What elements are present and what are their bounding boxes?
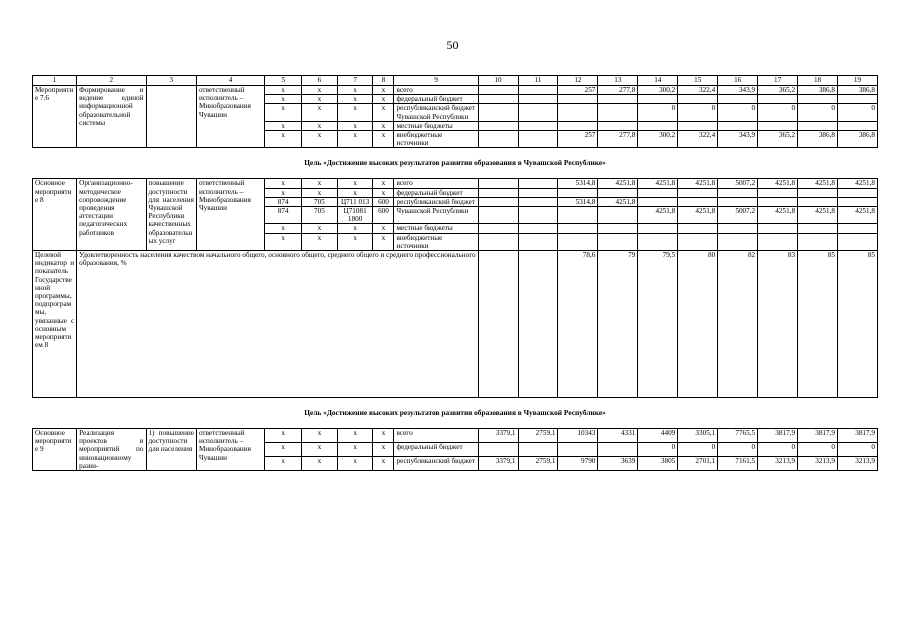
- budget-code: x: [373, 224, 394, 233]
- value-cell: [478, 179, 518, 188]
- value-cell: [718, 233, 758, 250]
- funding-source: всего: [394, 429, 478, 443]
- value-cell: 365,2: [758, 86, 798, 95]
- activity-title: Формирование и ведение единой информационной образовательной системы: [77, 86, 146, 148]
- value-cell: [518, 251, 558, 398]
- funding-source: всего: [394, 86, 478, 95]
- value-cell: 343,9: [718, 86, 758, 95]
- value-cell: [838, 197, 878, 206]
- value-cell: 79: [598, 251, 638, 398]
- budget-table: [32, 75, 878, 471]
- col-num: 11: [518, 76, 558, 86]
- value-cell: 4251,8: [638, 179, 678, 188]
- budget-code: x: [265, 121, 302, 130]
- budget-code: x: [337, 443, 373, 457]
- budget-code: 705: [302, 197, 338, 206]
- budget-code: x: [302, 131, 338, 148]
- value-cell: [798, 224, 838, 233]
- budget-code: x: [337, 233, 373, 250]
- funding-source: федеральный бюджет: [394, 188, 478, 197]
- col-num: 7: [337, 76, 373, 86]
- col-num: 4: [196, 76, 264, 86]
- budget-code: x: [302, 179, 338, 188]
- budget-code: x: [337, 104, 373, 121]
- value-cell: 4251,8: [838, 179, 878, 188]
- value-cell: [598, 443, 638, 457]
- budget-code: x: [265, 224, 302, 233]
- budget-code: x: [302, 233, 338, 250]
- budget-code: x: [265, 429, 302, 443]
- activity-name: Мероприятие 7.6: [33, 86, 77, 148]
- value-cell: [478, 233, 518, 250]
- value-cell: 3305,1: [678, 429, 718, 443]
- activity-name: Основное мероприятие 9: [33, 429, 77, 471]
- col-num: 10: [478, 76, 518, 86]
- value-cell: [598, 207, 638, 224]
- budget-code: x: [373, 121, 394, 130]
- funding-source: местные бюджеты: [394, 121, 478, 130]
- value-cell: 4251,8: [798, 207, 838, 224]
- value-cell: [598, 224, 638, 233]
- budget-code: x: [265, 179, 302, 188]
- budget-code: x: [337, 121, 373, 130]
- activity-task: повышение доступности для населения Чувашской Республики качественных образовательных услуг: [146, 179, 196, 251]
- budget-code: 874: [265, 207, 302, 224]
- budget-code: x: [265, 188, 302, 197]
- col-num: 3: [146, 76, 196, 86]
- budget-code: x: [337, 86, 373, 95]
- value-cell: 0: [678, 104, 718, 121]
- activity-title: Организационно-методическое сопровождение проведения аттестации педагогических работников: [77, 179, 146, 251]
- value-cell: [518, 179, 558, 188]
- budget-code: x: [373, 429, 394, 443]
- col-num: 14: [638, 76, 678, 86]
- value-cell: [678, 188, 718, 197]
- value-cell: 4251,8: [678, 179, 718, 188]
- value-cell: [798, 197, 838, 206]
- value-cell: 343,9: [718, 131, 758, 148]
- value-cell: 83: [758, 251, 798, 398]
- value-cell: 257: [558, 86, 598, 95]
- value-cell: [678, 224, 718, 233]
- col-num: 2: [77, 76, 146, 86]
- value-cell: 4331: [598, 429, 638, 443]
- value-cell: 10343: [558, 429, 598, 443]
- budget-code: x: [337, 131, 373, 148]
- value-cell: [518, 207, 558, 224]
- value-cell: 0: [838, 104, 878, 121]
- budget-code: x: [373, 188, 394, 197]
- value-cell: 3817,9: [838, 429, 878, 443]
- value-cell: [518, 188, 558, 197]
- activity-task: 1) повышение доступности для населения: [146, 429, 196, 471]
- value-cell: 0: [638, 443, 678, 457]
- funding-source: внебюджетные источники: [394, 131, 478, 148]
- budget-code: x: [302, 104, 338, 121]
- value-cell: 0: [798, 443, 838, 457]
- col-num: 1: [33, 76, 77, 86]
- goal-row: [33, 148, 878, 179]
- value-cell: 7765,5: [718, 429, 758, 443]
- budget-code: x: [337, 457, 373, 471]
- value-cell: [638, 224, 678, 233]
- budget-code: x: [265, 131, 302, 148]
- budget-code: Ц71081 1800: [337, 207, 373, 224]
- value-cell: [598, 188, 638, 197]
- funding-source: республиканский бюджет: [394, 457, 478, 471]
- value-cell: 4251,8: [798, 179, 838, 188]
- value-cell: [598, 121, 638, 130]
- value-cell: 3213,9: [798, 457, 838, 471]
- value-cell: [798, 188, 838, 197]
- funding-source: местные бюджеты: [394, 224, 478, 233]
- value-cell: 4251,8: [598, 197, 638, 206]
- col-num: 5: [265, 76, 302, 86]
- value-cell: [478, 188, 518, 197]
- value-cell: 0: [718, 104, 758, 121]
- value-cell: [518, 95, 558, 104]
- budget-code: x: [302, 121, 338, 130]
- value-cell: [758, 188, 798, 197]
- budget-code: x: [373, 95, 394, 104]
- value-cell: [598, 95, 638, 104]
- goal-row: [33, 398, 878, 429]
- budget-code: x: [337, 179, 373, 188]
- budget-code: 705: [302, 207, 338, 224]
- value-cell: [638, 188, 678, 197]
- col-num: 8: [373, 76, 394, 86]
- value-cell: 300,2: [638, 86, 678, 95]
- value-cell: [478, 207, 518, 224]
- value-cell: [758, 233, 798, 250]
- value-cell: 322,4: [678, 131, 718, 148]
- value-cell: [478, 95, 518, 104]
- value-cell: [678, 233, 718, 250]
- budget-code: x: [302, 188, 338, 197]
- funding-source: федеральный бюджет: [394, 443, 478, 457]
- budget-code: Ц711 013: [337, 197, 373, 206]
- value-cell: 386,8: [838, 131, 878, 148]
- value-cell: [558, 207, 598, 224]
- activity-responsible: ответственный исполнитель – Минобразования Чувашии: [196, 179, 264, 251]
- value-cell: 4251,8: [678, 207, 718, 224]
- value-cell: 4251,8: [638, 207, 678, 224]
- col-num: 16: [718, 76, 758, 86]
- value-cell: [478, 443, 518, 457]
- value-cell: 3379,1: [478, 457, 518, 471]
- value-cell: 300,2: [638, 131, 678, 148]
- value-cell: [558, 104, 598, 121]
- value-cell: [838, 188, 878, 197]
- value-cell: 277,8: [598, 131, 638, 148]
- value-cell: [638, 233, 678, 250]
- value-cell: [518, 224, 558, 233]
- indicator-row: [33, 251, 878, 398]
- value-cell: [598, 104, 638, 121]
- value-cell: [558, 188, 598, 197]
- budget-code: x: [302, 429, 338, 443]
- value-cell: 3817,9: [798, 429, 838, 443]
- budget-code: x: [373, 131, 394, 148]
- value-cell: [478, 104, 518, 121]
- value-cell: [638, 121, 678, 130]
- value-cell: 3639: [598, 457, 638, 471]
- funding-source: всего: [394, 179, 478, 188]
- value-cell: 257: [558, 131, 598, 148]
- value-cell: 3805: [638, 457, 678, 471]
- value-cell: 2759,1: [518, 429, 558, 443]
- budget-code: x: [302, 457, 338, 471]
- table-row: [33, 429, 878, 443]
- value-cell: 3213,9: [758, 457, 798, 471]
- budget-code: x: [265, 233, 302, 250]
- budget-code: x: [373, 457, 394, 471]
- value-cell: [758, 95, 798, 104]
- value-cell: [478, 131, 518, 148]
- value-cell: 322,4: [678, 86, 718, 95]
- activity-task: [146, 86, 196, 148]
- value-cell: [598, 233, 638, 250]
- value-cell: [718, 121, 758, 130]
- value-cell: 0: [758, 104, 798, 121]
- value-cell: 85: [798, 251, 838, 398]
- activity-responsible: ответственный исполнитель – Минобразования Чувашии: [196, 429, 264, 471]
- value-cell: 386,8: [798, 86, 838, 95]
- column-number-row: [33, 76, 878, 86]
- col-num: 18: [798, 76, 838, 86]
- value-cell: 78,6: [558, 251, 598, 398]
- budget-code: x: [337, 188, 373, 197]
- col-num: 13: [598, 76, 638, 86]
- value-cell: 79,5: [638, 251, 678, 398]
- col-num: 15: [678, 76, 718, 86]
- value-cell: [718, 95, 758, 104]
- value-cell: 4409: [638, 429, 678, 443]
- activity-title: Реализация проектов и мероприятий по инновационному разви-: [77, 429, 146, 471]
- value-cell: [798, 233, 838, 250]
- budget-code: 874: [265, 197, 302, 206]
- budget-code: 600: [373, 197, 394, 206]
- page-number: 50: [446, 38, 459, 52]
- col-num: 17: [758, 76, 798, 86]
- value-cell: [838, 95, 878, 104]
- value-cell: [558, 224, 598, 233]
- budget-code: x: [265, 443, 302, 457]
- value-cell: 386,8: [798, 131, 838, 148]
- indicator-label: Целевой индикатор и показатель Государственной программы, подпрограммы, увязанные с основным мероприятием 8: [33, 251, 77, 398]
- value-cell: 82: [718, 251, 758, 398]
- value-cell: 3379,1: [478, 429, 518, 443]
- budget-code: x: [337, 224, 373, 233]
- value-cell: [798, 95, 838, 104]
- value-cell: [558, 121, 598, 130]
- value-cell: [478, 121, 518, 130]
- budget-code: x: [337, 95, 373, 104]
- value-cell: 4251,8: [758, 207, 798, 224]
- value-cell: 85: [838, 251, 878, 398]
- value-cell: [678, 95, 718, 104]
- value-cell: [678, 197, 718, 206]
- col-num: 19: [838, 76, 878, 86]
- value-cell: [798, 121, 838, 130]
- table-row: [33, 86, 878, 95]
- budget-code: x: [302, 95, 338, 104]
- budget-code: x: [373, 233, 394, 250]
- budget-code: x: [302, 443, 338, 457]
- value-cell: [678, 121, 718, 130]
- budget-code: x: [337, 429, 373, 443]
- value-cell: [518, 121, 558, 130]
- value-cell: [518, 233, 558, 250]
- value-cell: 0: [678, 443, 718, 457]
- col-num: 6: [302, 76, 338, 86]
- value-cell: [478, 224, 518, 233]
- value-cell: 0: [758, 443, 798, 457]
- value-cell: 7161,5: [718, 457, 758, 471]
- value-cell: 5007,2: [718, 179, 758, 188]
- table-row: [33, 179, 878, 188]
- budget-code: x: [265, 86, 302, 95]
- value-cell: 5314,8: [558, 197, 598, 206]
- value-cell: 386,8: [838, 86, 878, 95]
- budget-code: x: [373, 104, 394, 121]
- value-cell: [558, 95, 598, 104]
- value-cell: 0: [838, 443, 878, 457]
- value-cell: [558, 233, 598, 250]
- value-cell: [478, 251, 518, 398]
- value-cell: 5007,2: [718, 207, 758, 224]
- value-cell: 4251,8: [598, 179, 638, 188]
- funding-source: республиканский бюджет: [394, 197, 478, 206]
- activity-responsible: ответственный исполнитель – Минобразования Чувашии: [196, 86, 264, 148]
- funding-source: федеральный бюджет: [394, 95, 478, 104]
- value-cell: 9790: [558, 457, 598, 471]
- value-cell: 4251,8: [838, 207, 878, 224]
- value-cell: [758, 224, 798, 233]
- value-cell: [518, 131, 558, 148]
- value-cell: [518, 197, 558, 206]
- value-cell: [838, 224, 878, 233]
- budget-code: x: [265, 104, 302, 121]
- value-cell: 0: [718, 443, 758, 457]
- value-cell: [838, 121, 878, 130]
- value-cell: [758, 121, 798, 130]
- funding-source: внебюджетные источники: [394, 233, 478, 250]
- value-cell: 3817,9: [758, 429, 798, 443]
- col-num: 9: [394, 76, 478, 86]
- budget-code: x: [373, 86, 394, 95]
- value-cell: [718, 224, 758, 233]
- budget-code: x: [265, 457, 302, 471]
- value-cell: [518, 443, 558, 457]
- value-cell: 0: [638, 104, 678, 121]
- value-cell: 4251,8: [758, 179, 798, 188]
- value-cell: [718, 188, 758, 197]
- value-cell: [638, 197, 678, 206]
- value-cell: 3213,9: [838, 457, 878, 471]
- value-cell: [758, 197, 798, 206]
- value-cell: [478, 197, 518, 206]
- budget-code: 600: [373, 207, 394, 224]
- value-cell: [838, 233, 878, 250]
- goal-heading: Цель «Достижение высоких результатов развития образования в Чувашской Республике»: [33, 398, 878, 429]
- funding-source: республиканский бюджет Чувашской Республики: [394, 104, 478, 121]
- indicator-text: Удовлетворенность населения качеством начального общего, основного общего, среднего общего и среднего профессионального образования, %: [77, 251, 478, 398]
- value-cell: 277,8: [598, 86, 638, 95]
- value-cell: [718, 197, 758, 206]
- budget-code: x: [302, 86, 338, 95]
- value-cell: [638, 95, 678, 104]
- value-cell: [478, 86, 518, 95]
- activity-name: Основное мероприятие 8: [33, 179, 77, 251]
- value-cell: [518, 86, 558, 95]
- value-cell: 2701,1: [678, 457, 718, 471]
- value-cell: 0: [798, 104, 838, 121]
- goal-heading: Цель «Достижение высоких результатов развития образования в Чувашской Республике»: [33, 148, 878, 179]
- budget-code: x: [302, 224, 338, 233]
- budget-code: x: [373, 179, 394, 188]
- value-cell: 2759,1: [518, 457, 558, 471]
- col-num: 12: [558, 76, 598, 86]
- value-cell: 5314,8: [558, 179, 598, 188]
- value-cell: 80: [678, 251, 718, 398]
- funding-source: Чувашской Республики: [394, 207, 478, 224]
- budget-code: x: [373, 443, 394, 457]
- value-cell: [518, 104, 558, 121]
- value-cell: [558, 443, 598, 457]
- value-cell: 365,2: [758, 131, 798, 148]
- budget-code: x: [265, 95, 302, 104]
